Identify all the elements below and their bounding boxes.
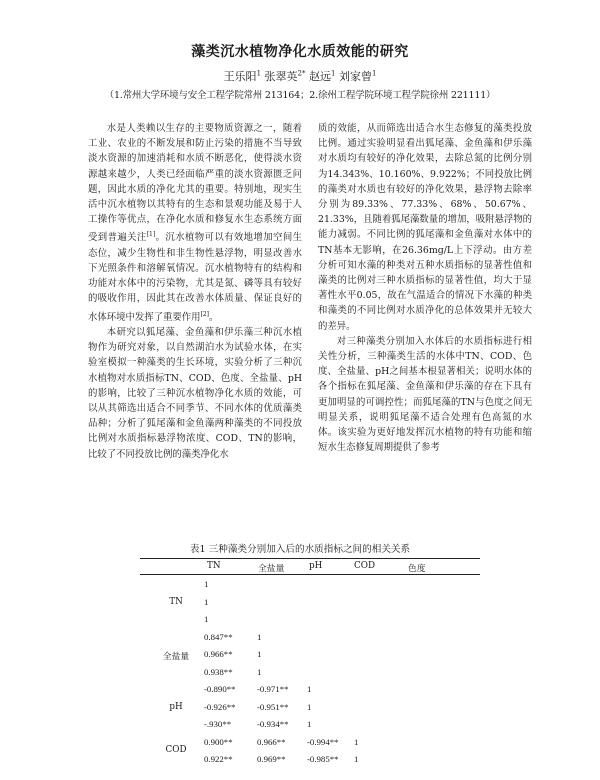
table-cell: -0.926** (204, 701, 236, 712)
table-cell: 1 (204, 579, 209, 589)
table-cell: 1 (257, 649, 262, 659)
citation-ref: [2] (200, 310, 210, 318)
table-cell: 1 (204, 596, 209, 607)
table-cell: 0.900** (204, 736, 233, 747)
table-header-ph: pH (309, 561, 323, 571)
paragraph: 本研究以狐尾藻、金鱼藻和伊乐藻三种沉水植物作为研究对象，以自然湖泊水为试验水体，在实验室模拟一种藻类的生长环境，实验分析了三种沉水植物对水质指标TN、COD、色度、全盐量、pH的影响，比较了三种沉水植物净化水质的效能，可以从其筛选出适合不同季节、不同水体的优质藻类品种；分析了狐尾藻和金鱼藻两种藻类的不同投放比例对水质指标悬浮物浓度、COD、TN的影响，比较了不同投放比例的藻类净化水 (88, 326, 302, 460)
author-mark: 1 (371, 69, 377, 78)
author-name: 王乐阳 (223, 70, 257, 83)
table-cell: 1 (354, 754, 359, 764)
body-column-left (88, 121, 302, 462)
table-cell: 1 (257, 631, 262, 642)
table-cell: 1 (307, 719, 312, 729)
table-cell: 0.966** (204, 649, 233, 659)
table-header-rule (140, 574, 480, 575)
author-mark: 1 (331, 69, 336, 78)
paragraph: 对三种藻类分别加入水体后的水质指标进行相关性分析，三种藻类生活的水体中TN、COD、色度、全盐量、pH之间基本根显著相关；说明水体的各个指标在狐尾藻、金鱼藻和伊乐藻的存在下具有更加明显的可调控性；而狐尾藻的TN与色度之间无明显关系，说明狐尾藻不适合处理有色高氮的水体。该实验为更好地发挥沉水植物的特有功能和缩短水生态修复周期提供了参考 (318, 335, 532, 454)
citation-ref: [1] (146, 231, 156, 239)
table-cell: 0.847** (204, 631, 233, 642)
author-name: 张翠英 (264, 70, 298, 83)
table-cell: 0.966** (257, 736, 286, 747)
table-cell: -0.994** (307, 736, 339, 747)
table-cell: -0.971** (257, 684, 289, 694)
table-row-label: pH (169, 701, 183, 712)
table-cell: -.930** (204, 719, 232, 729)
table-row-label: TN (169, 596, 183, 607)
table-row-label: COD (165, 745, 187, 756)
table-header-salt: 全盐量 (258, 564, 285, 574)
table-header-tn: TN (207, 561, 221, 571)
table-cell: 0.922** (204, 754, 233, 764)
table-cell: 0.938** (204, 666, 233, 677)
paragraph: 水是人类赖以生存的主要物质资源之一，随着工业、农业的不断发展和防止污染的措施不当导致淡水资源的加速消耗和水质不断恶化，使得淡水资源越来越少，人类已经面临严重的淡水资源匮乏问题，因此水质的净化尤其的重要。特别地，现实生活中沉水植物以其特有的生态和景观功能及易于人工操作等优点，在净化水质和修复水生态系统方面受到普遍关注[1]。沉水植物可以有效地增加空间生态位，减少生物性和非生物性悬浮物，明显改善水下光照条件和溶解氧情况。沉水植物特有的结构和功能对水体中的污染物，尤其是氮、磷等具有较好的吸收作用，因此其在改善水体质量、保证良好的水体环境中发挥了重要作用[2]。 (88, 123, 302, 323)
table-cell: 1 (204, 614, 209, 624)
table-cell: 1 (307, 684, 312, 694)
table-header-color: 色度 (408, 564, 426, 574)
table-cell: -0.890** (204, 684, 236, 694)
table-row-label: 全盐量 (162, 652, 190, 662)
table-cell: -0.985** (307, 754, 339, 764)
author-mark: 1 (256, 69, 262, 78)
affiliation: （1.常州大学环境与安全工程学院常州 213164；2.徐州工程学院环境工程学院徐州 221111） (104, 90, 496, 101)
author-list (0, 68, 600, 84)
table-top-rule (140, 558, 480, 559)
table-cell: -0.934** (257, 719, 289, 729)
body-column-right (318, 121, 532, 455)
author-name: 刘家曾 (338, 70, 372, 83)
table-header-cod: COD (354, 561, 375, 571)
table-cell: 0.969** (257, 754, 286, 764)
table-cell: 1 (354, 736, 359, 747)
table-caption: 表1 三种藻类分别加入后的水质指标之间的相关关系 (189, 544, 411, 555)
author-mark: 2* (297, 69, 306, 78)
table-cell: 1 (307, 701, 312, 712)
paragraph: 质的效能，从而筛选出适合水生态修复的藻类投放比例。通过实验明显看出狐尾藻、金鱼藻和伊乐藻对水质均有较好的净化效果，去除总氮的比例分别为14.343%、10.160%、9.922%；不同投放比例的藻类对水质也有较好的净化效果，悬浮物去除率分别为89.33%、77.33%、68%、50.67%、21.33%，且随着狐尾藻数量的增加，吸附悬浮物的能力减弱。不同比例的狐尾藻和金鱼藻对水体中的TN基本无影响，在26.36mg/L上下浮动。由方差分析可知水藻的种类对五种水质指标的显著性值和藻类的比例对三种水质指标的显著性值，均大于显著性水平0.05，故在气温适合的情况下水藻的种类和藻类的不同比例对水质净化的总体效果并无较大的差异。 (318, 123, 532, 332)
author-name: 赵远 (309, 70, 331, 83)
table-cell: 1 (257, 666, 262, 677)
table-cell: -0.951** (257, 701, 289, 712)
paper-title: 藻类沉水植物净化水质效能的研究 (191, 44, 409, 60)
